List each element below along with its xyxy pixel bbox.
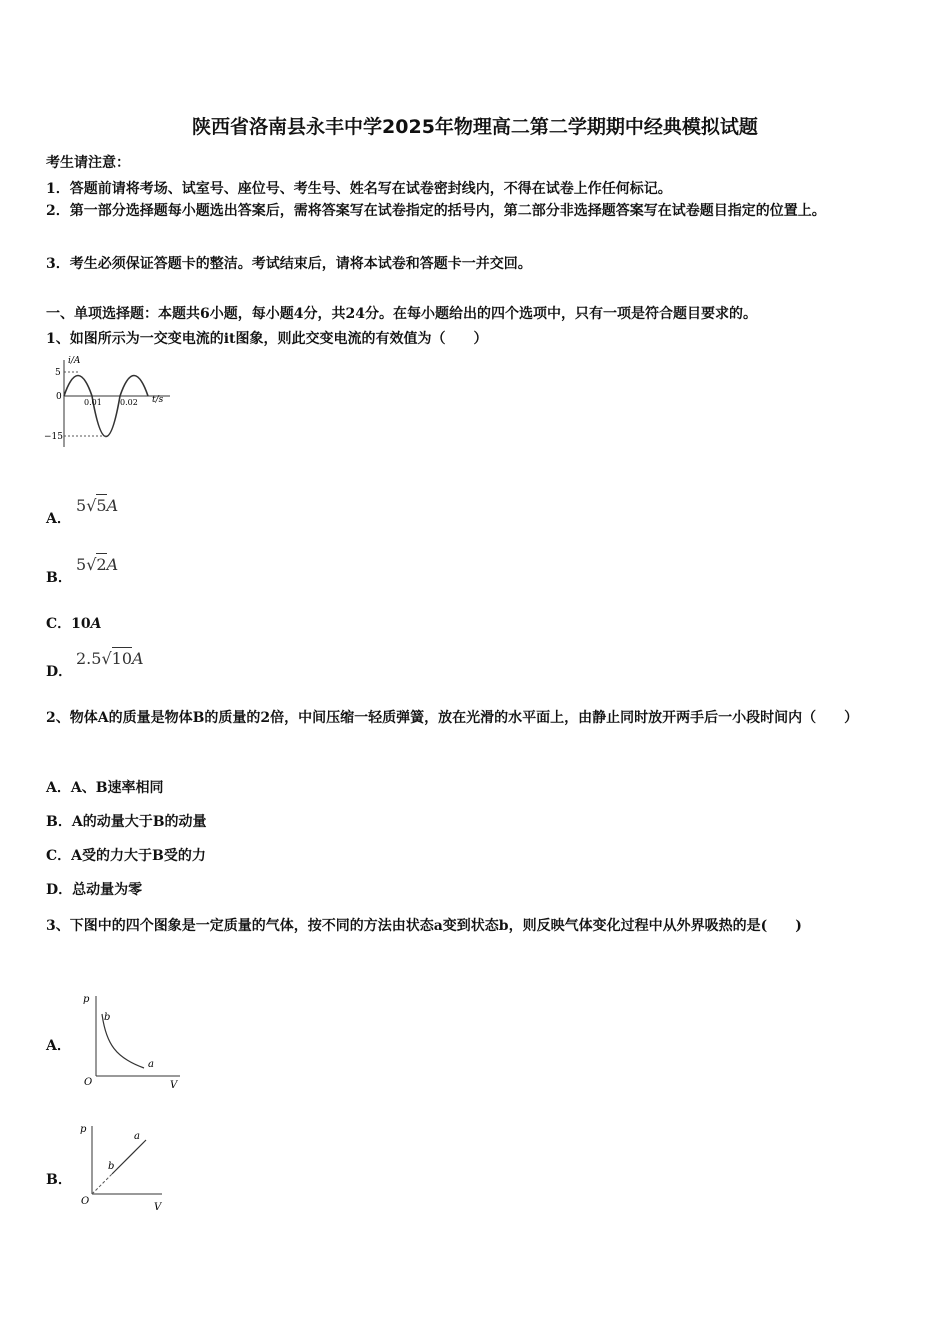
q3a-b-label: b — [104, 1012, 111, 1023]
q1-option-a[interactable]: A． — [46, 511, 71, 527]
question-2-stem: 2、物体A的质量是物体B的质量的2倍，中间压缩一轻质弹簧，放在光滑的水平面上，由静止同时放开两手后一小段时间内（ ） — [46, 710, 859, 726]
q3a-x-label: V — [170, 1080, 178, 1091]
q3-graph-a — [78, 988, 188, 1091]
q1-y-neg-label: −15 — [44, 432, 63, 442]
question-1-stem: 1、如图所示为一交变电流的it图象，则此交变电流的有效值为（ ） — [46, 331, 488, 347]
notice-item-3: 3．考生必须保证答题卡的整洁。考试结束后，请将本试卷和答题卡一并交回。 — [46, 256, 532, 272]
q1-current-graph — [40, 355, 180, 450]
q1-origin-label: 0 — [56, 392, 62, 402]
q1-option-d-value: 2.5√10A — [76, 649, 144, 668]
q3b-x-label: V — [154, 1202, 162, 1213]
q1-y-axis-label: i/A — [68, 356, 81, 366]
q3-option-b[interactable]: B． — [46, 1172, 72, 1188]
q3b-y-label: p — [80, 1124, 87, 1135]
q2-option-a[interactable]: A．A、B速率相同 — [46, 780, 164, 796]
notice-item-1: 1．答题前请将考场、试室号、座位号、考生号、姓名写在试卷密封线内，不得在试卷上作任何标记。 — [46, 181, 672, 197]
q3a-origin-label: O — [84, 1077, 93, 1088]
q1-option-b[interactable]: B． — [46, 570, 72, 586]
section-heading: 一、单项选择题：本题共6小题，每小题4分，共24分。在每小题给出的四个选项中，只有一项是符合题目要求的。 — [46, 306, 757, 322]
q3b-b-label: b — [108, 1161, 115, 1172]
q2-option-d[interactable]: D．总动量为零 — [46, 882, 143, 898]
notice-item-2: 2．第一部分选择题每小题选出答案后，需将答案写在试卷指定的括号内，第二部分非选择题答案写在试卷题目指定的位置上。 — [46, 203, 826, 219]
q1-option-a-value: 5√5A — [76, 496, 119, 515]
q3b-origin-label: O — [81, 1196, 90, 1207]
q1-option-c[interactable]: C．10A — [46, 616, 102, 632]
q3a-y-label: p — [83, 994, 90, 1005]
q1-t2-label: 0.02 — [120, 398, 138, 407]
question-3-stem: 3、下图中的四个图象是一定质量的气体，按不同的方法由状态a变到状态b，则反映气体变化过程中从外界吸热的是( ) — [46, 918, 802, 934]
q3a-a-label: a — [148, 1059, 154, 1070]
q3-option-a[interactable]: A． — [46, 1038, 71, 1054]
q3b-a-label: a — [134, 1131, 140, 1142]
q2-option-c[interactable]: C．A受的力大于B受的力 — [46, 848, 206, 864]
q2-option-b[interactable]: B．A的动量大于B的动量 — [46, 814, 207, 830]
page-title: 陕西省洛南县永丰中学2025年物理高二第二学期期中经典模拟试题 — [192, 116, 758, 138]
q1-option-b-value: 5√2A — [76, 555, 119, 574]
q3-graph-b — [76, 1120, 176, 1215]
q1-t1-label: 0.01 — [84, 398, 102, 407]
q1-y-pos-label: 5 — [55, 368, 61, 378]
q1-x-axis-label: t/s — [152, 395, 164, 405]
q1-option-d[interactable]: D． — [46, 664, 73, 680]
notice-heading: 考生请注意： — [46, 155, 130, 171]
